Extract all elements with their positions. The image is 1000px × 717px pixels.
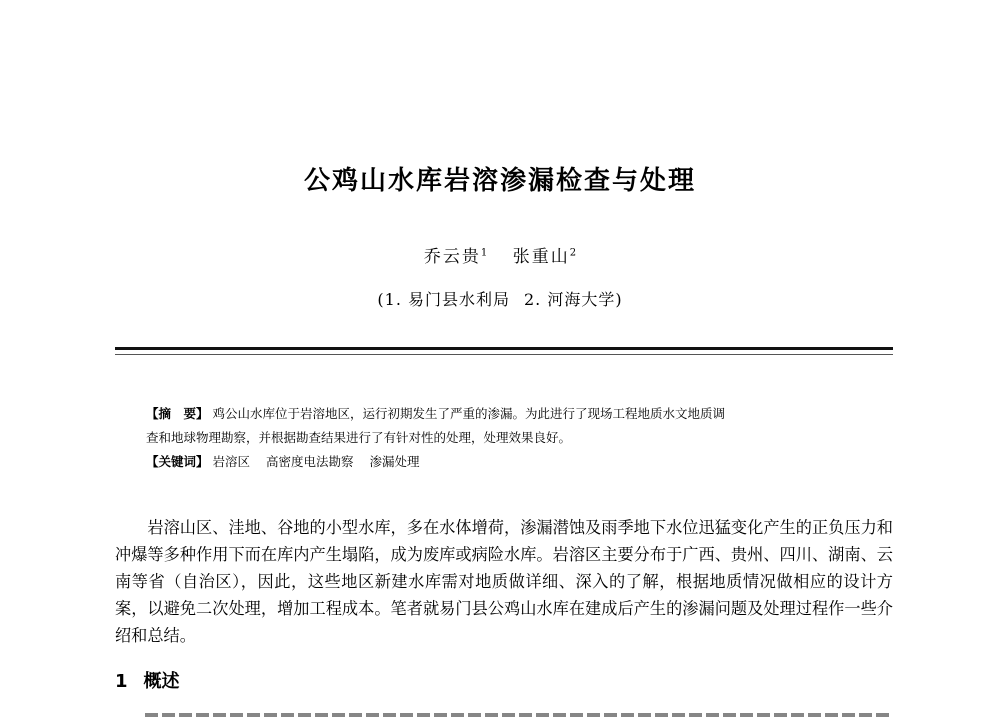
keyword-3: 渗漏处理 bbox=[369, 454, 420, 469]
abstract-line-1 bbox=[146, 402, 876, 426]
section-1-heading bbox=[115, 667, 180, 693]
author-2-name: 张重山 bbox=[512, 247, 570, 267]
header-rule-thin bbox=[115, 354, 893, 355]
paper-title: 公鸡山水库岩溶渗漏检查与处理 bbox=[303, 166, 696, 196]
abstract-line-2 bbox=[146, 426, 876, 450]
author-1-affil-mark: 1 bbox=[480, 247, 488, 259]
affiliations bbox=[0, 287, 1000, 310]
abstract-text-2: 查和地球物理勘察，并根据勘查结果进行了有针对性的处理，处理效果良好。 bbox=[146, 430, 572, 445]
section-1-title: 概述 bbox=[143, 671, 180, 692]
cutoff-next-line bbox=[145, 709, 893, 717]
abstract-text-1: 鸡公山水库位于岩溶地区，运行初期发生了严重的渗漏。为此进行了现场工程地质水文地质调 bbox=[212, 406, 726, 421]
keyword-2: 高密度电法勘察 bbox=[266, 454, 354, 469]
affiliation-2: 2. 河海大学 bbox=[524, 290, 616, 309]
affil-open-paren: ( bbox=[377, 290, 385, 309]
body-text bbox=[115, 514, 893, 649]
abstract-block bbox=[146, 402, 876, 474]
author-1-name: 乔云贵 bbox=[423, 247, 481, 267]
keyword-1: 岩溶区 bbox=[212, 454, 251, 469]
author-1 bbox=[424, 247, 487, 267]
abstract-label: 【摘 要】 bbox=[146, 406, 209, 421]
author-line bbox=[0, 242, 1000, 267]
section-1-number: 1 bbox=[115, 671, 128, 692]
affiliation-1: 1. 易门县水利局 bbox=[384, 290, 510, 309]
body-paragraph-1: 岩溶山区、洼地、谷地的小型水库，多在水体增荷，渗漏潜蚀及雨季地下水位迅猛变化产生的正负压力和冲爆等多种作用下而在库内产生塌陷，成为废库或病险水库。岩溶区主要分布于广西、贵州、四川、湖南、云南等省（自治区），因此，这些地区新建水库需对地质做详细、深入的了解，根据地质情况做相应的设计方案，以避免二次处理，增加工程成本。笔者就易门县公鸡山水库在建成后产生的渗漏问题及处理过程作一些介绍和总结。 bbox=[115, 518, 893, 645]
author-2-affil-mark: 2 bbox=[569, 247, 577, 259]
keywords-line bbox=[146, 450, 876, 474]
keywords-label: 【关键词】 bbox=[146, 454, 209, 469]
affil-close-paren: ) bbox=[615, 290, 623, 309]
author-2 bbox=[513, 247, 576, 267]
header-rule-thick bbox=[115, 347, 893, 350]
